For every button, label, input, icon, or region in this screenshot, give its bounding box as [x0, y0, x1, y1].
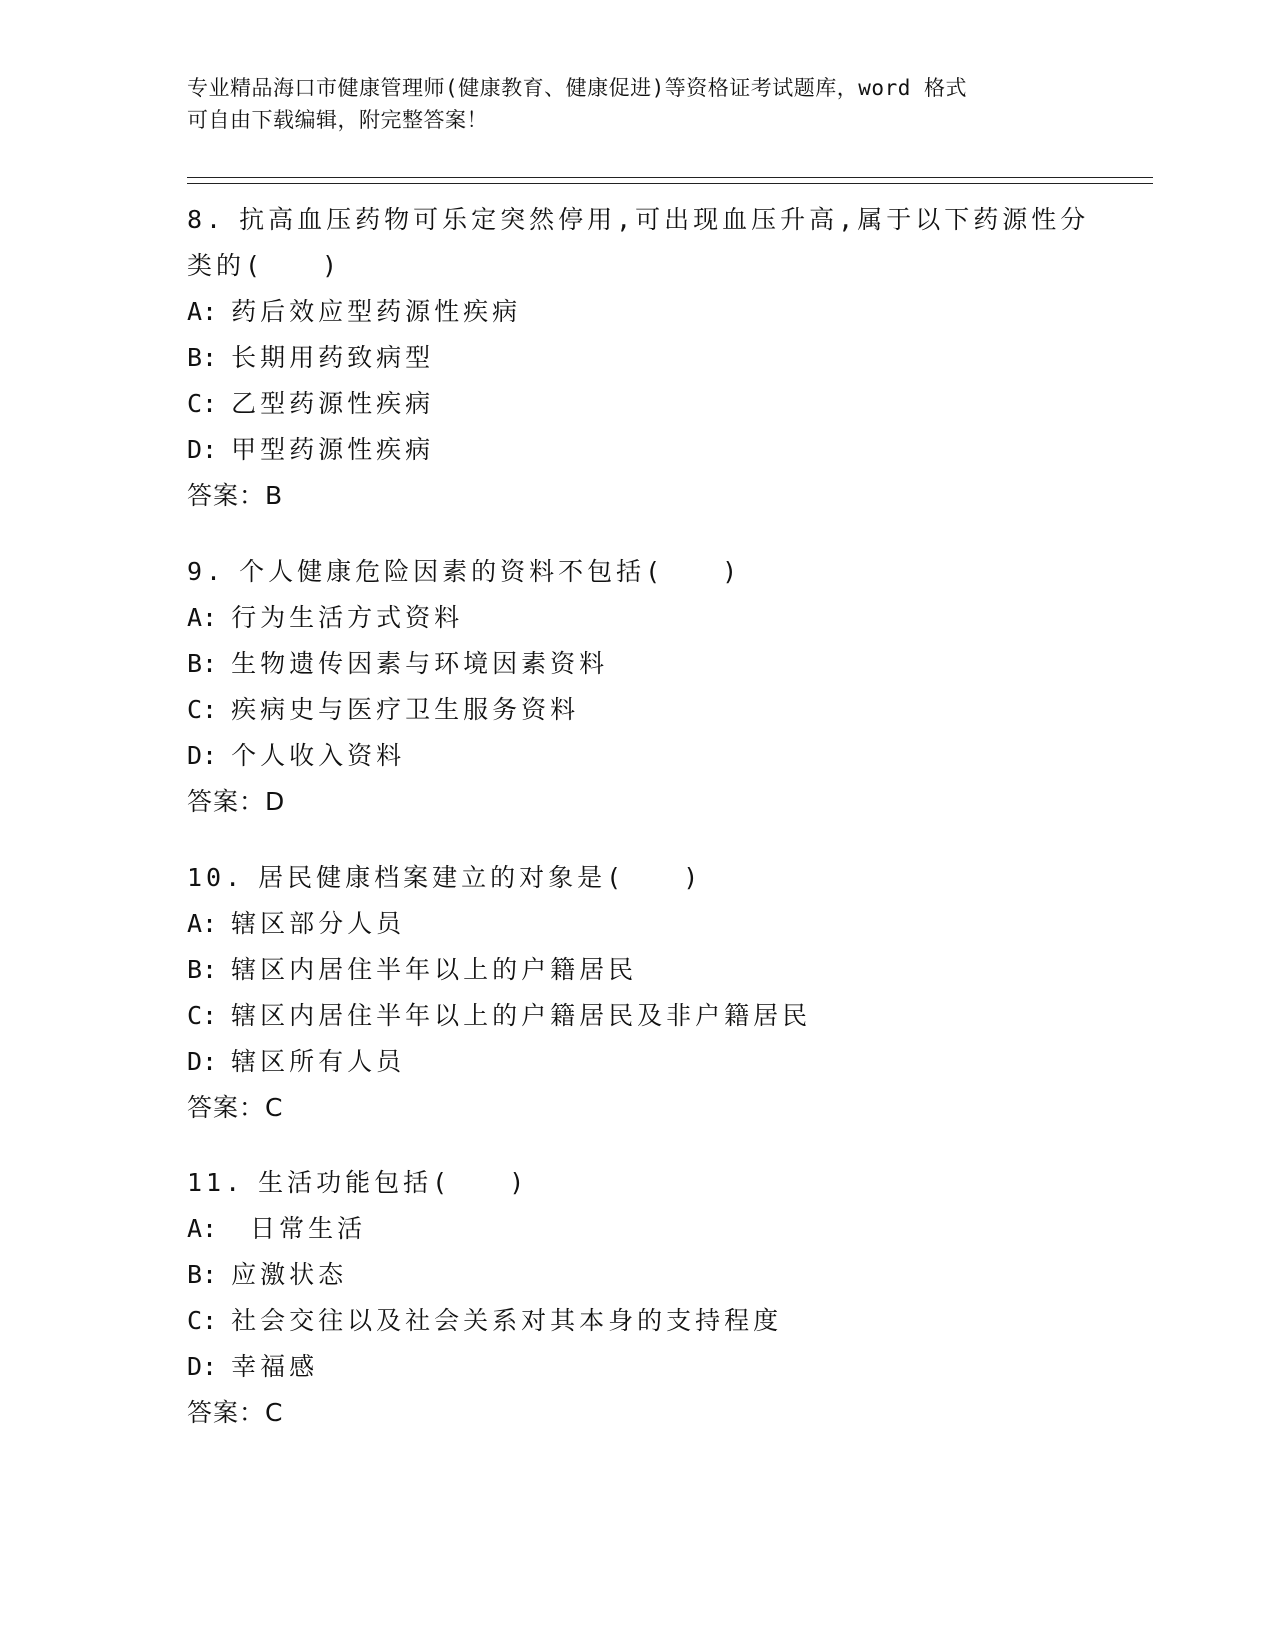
option-d — [187, 1039, 1087, 1085]
option-text: 乙型药源性疾病 — [231, 389, 435, 418]
option-key: A: — [187, 909, 218, 938]
question-stem — [187, 1160, 1087, 1206]
question-stem-continued: 类的( ) — [187, 251, 342, 280]
question-stem-text: 居民健康档案建立的对象是( ) — [258, 863, 703, 892]
question-number: 11. — [187, 1168, 245, 1197]
option-a — [187, 1206, 1087, 1252]
question-number: 8. — [187, 205, 226, 234]
option-text: 辖区内居住半年以上的户籍居民 — [231, 955, 638, 984]
answer-line: 答案：C — [187, 1398, 284, 1427]
header-line-1: 专业精品海口市健康管理师(健康教育、健康促进)等资格证考试题库，word 格式 — [187, 76, 967, 100]
question-number: 10. — [187, 863, 245, 892]
option-key: D: — [187, 435, 218, 464]
option-c — [187, 1298, 1087, 1344]
question-9 — [187, 549, 1087, 825]
answer-line: 答案：B — [187, 481, 284, 510]
document-header — [187, 72, 1087, 136]
question-stem-text: 生活功能包括( ) — [258, 1168, 529, 1197]
option-text: 个人收入资料 — [231, 741, 406, 770]
option-key: A: — [187, 1214, 218, 1243]
option-key: D: — [187, 1352, 218, 1381]
option-key: D: — [187, 1047, 218, 1076]
answer-line: 答案：C — [187, 1093, 284, 1122]
answer-line: 答案：D — [187, 787, 286, 816]
option-key: C: — [187, 1001, 218, 1030]
option-c — [187, 993, 1087, 1039]
option-b — [187, 641, 1087, 687]
question-stem-text: 个人健康危险因素的资料不包括( ) — [239, 557, 742, 586]
option-text: 应激状态 — [231, 1260, 348, 1289]
option-c — [187, 687, 1087, 733]
option-b — [187, 335, 1087, 381]
header-divider-top — [187, 177, 1153, 178]
question-11 — [187, 1160, 1087, 1436]
option-text: 辖区内居住半年以上的户籍居民及非户籍居民 — [231, 1001, 812, 1030]
option-b — [187, 1252, 1087, 1298]
option-text: 辖区部分人员 — [231, 909, 406, 938]
option-a — [187, 289, 1087, 335]
option-text: 药后效应型药源性疾病 — [231, 297, 522, 326]
option-key: B: — [187, 343, 218, 372]
question-10 — [187, 855, 1087, 1131]
option-text: 疾病史与医疗卫生服务资料 — [231, 695, 580, 724]
question-8 — [187, 197, 1090, 519]
option-b — [187, 947, 1087, 993]
question-stem — [187, 197, 1090, 243]
option-text: 幸福感 — [231, 1352, 319, 1381]
option-key: B: — [187, 1260, 218, 1289]
option-key: B: — [187, 649, 218, 678]
option-d — [187, 1344, 1087, 1390]
header-line-2: 可自由下载编辑，附完整答案！ — [187, 108, 488, 132]
option-d — [187, 733, 1087, 779]
option-key: C: — [187, 389, 218, 418]
option-text: 行为生活方式资料 — [231, 603, 464, 632]
option-key: C: — [187, 1306, 218, 1335]
option-text: 辖区所有人员 — [231, 1047, 406, 1076]
question-stem-text: 抗高血压药物可乐定突然停用,可出现血压升高,属于以下药源性分 — [239, 205, 1090, 234]
option-c — [187, 381, 1087, 427]
option-a — [187, 901, 1087, 947]
header-divider-bottom — [187, 183, 1153, 184]
option-text: 日常生活 — [231, 1214, 367, 1243]
option-key: B: — [187, 955, 218, 984]
option-d — [187, 427, 1087, 473]
option-key: D: — [187, 741, 218, 770]
question-stem — [187, 549, 1087, 595]
question-stem — [187, 855, 1087, 901]
question-number: 9. — [187, 557, 226, 586]
option-key: C: — [187, 695, 218, 724]
option-a — [187, 595, 1087, 641]
option-text: 社会交往以及社会关系对其本身的支持程度 — [231, 1306, 783, 1335]
option-text: 甲型药源性疾病 — [231, 435, 435, 464]
option-key: A: — [187, 297, 218, 326]
option-text: 长期用药致病型 — [231, 343, 435, 372]
option-key: A: — [187, 603, 218, 632]
option-text: 生物遗传因素与环境因素资料 — [231, 649, 609, 678]
